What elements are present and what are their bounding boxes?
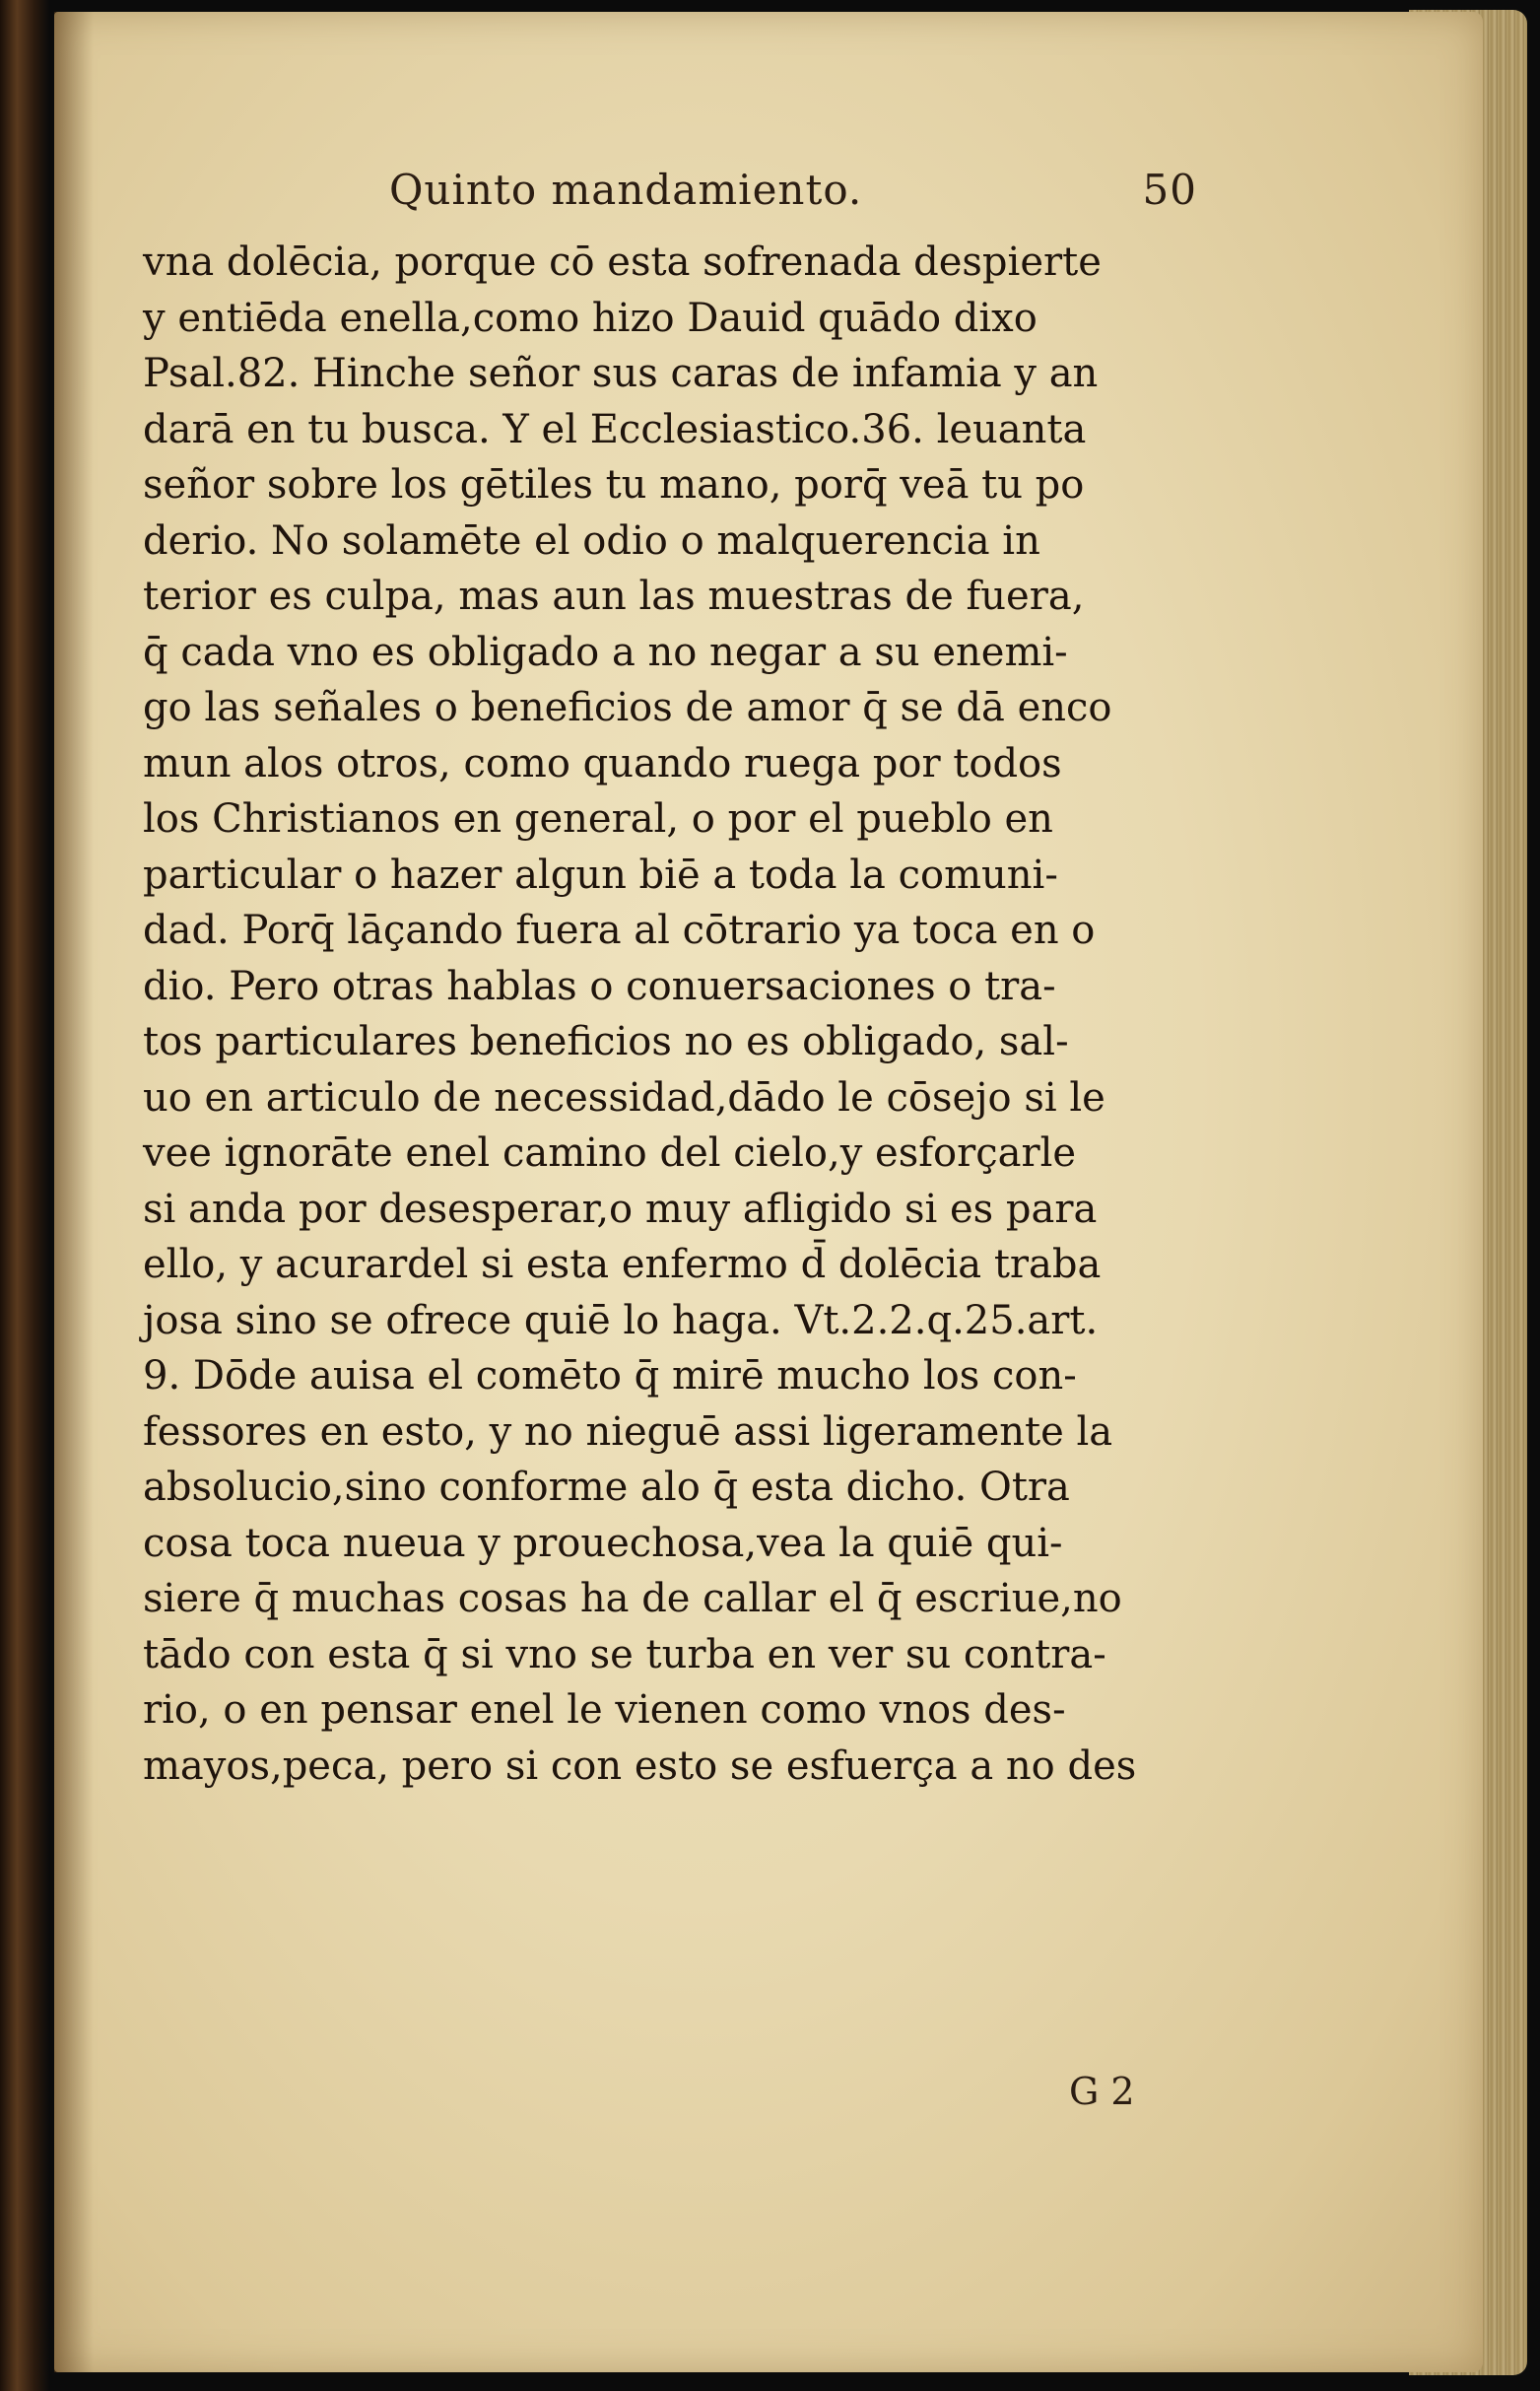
- gutter-shadow: [54, 12, 94, 2372]
- text-line: tos particulares beneficios no es obligado, sal-: [143, 1019, 1069, 1064]
- facing-page-edge: [0, 0, 49, 2391]
- running-head-title: Quinto mandamiento.: [389, 166, 863, 214]
- text-line: absolucio,sino conforme alo q̄ esta dicho. Otra: [143, 1465, 1070, 1510]
- signature-mark: G 2: [1069, 2070, 1135, 2113]
- text-line: derio. No solamēte el odio o malquerencia in: [143, 517, 1040, 564]
- text-line: vna dolēcia, porque cō esta sofrenada despierte: [143, 239, 1102, 285]
- text-line: tādo con esta q̄ si vno se turba en ver su contra-: [143, 1631, 1106, 1677]
- text-line: dio. Pero otras hablas o conuersaciones o tra-: [143, 963, 1056, 1009]
- text-line: 9. Dōde auisa el comēto q̄ mirē mucho los con-: [143, 1353, 1077, 1399]
- text-line: uo en articulo de necessidad,dādo le cōsejo si le: [143, 1074, 1105, 1121]
- text-line: ello, y acurardel si esta enfermo d̄ dolēcia traba: [143, 1242, 1102, 1287]
- text-line: vee ignorāte enel camino del cielo,y esforçarle: [143, 1130, 1077, 1176]
- folio-number: 50: [1142, 166, 1197, 214]
- text-line: cosa toca nueua y prouechosa,vea la quiē qui-: [143, 1520, 1063, 1566]
- text-line: go las señales o beneficios de amor q̄ se dā enco: [143, 685, 1112, 730]
- text-line: terior es culpa, mas aun las muestras de fuera,: [143, 574, 1085, 619]
- text-line: y entiēda enella,como hizo Dauid quādo dixo: [143, 295, 1038, 341]
- running-head: [389, 166, 1256, 235]
- text-line: josa sino se ofrece quiē lo haga. Vt.2.2.q.25.art.: [143, 1297, 1099, 1343]
- text-line: dad. Porq̄ lāçando fuera al cōtrario ya toca en o: [143, 908, 1096, 953]
- text-line: siere q̄ muchas cosas ha de callar el q̄ escriue,no: [143, 1576, 1122, 1621]
- text-line: mun alos otros, como quando ruega por todos: [143, 740, 1062, 786]
- text-line: si anda por desesperar,o muy afligido si es para: [143, 1186, 1098, 1232]
- text-line: rio, o en pensar enel le vienen como vnos des-: [143, 1687, 1066, 1733]
- body-text: [143, 235, 1296, 1794]
- text-line: q̄ cada vno es obligado a no negar a su enemi-: [143, 629, 1068, 675]
- text-line: darā en tu busca. Y el Ecclesiastico.36. leuanta: [143, 406, 1087, 452]
- text-line: señor sobre los gētiles tu mano, porq̄ veā tu po: [143, 462, 1085, 508]
- text-line: fessores en esto, y no nieguē assi ligeramente la: [143, 1408, 1113, 1455]
- text-line: los Christianos en general, o por el pueblo en: [143, 796, 1053, 842]
- text-line: mayos,peca, pero si con esto se esfuerça a no des: [143, 1742, 1137, 1789]
- text-line: Psal.82. Hinche señor sus caras de infamia y an: [143, 351, 1099, 396]
- text-line: particular o hazer algun biē a toda la comuni-: [143, 852, 1058, 898]
